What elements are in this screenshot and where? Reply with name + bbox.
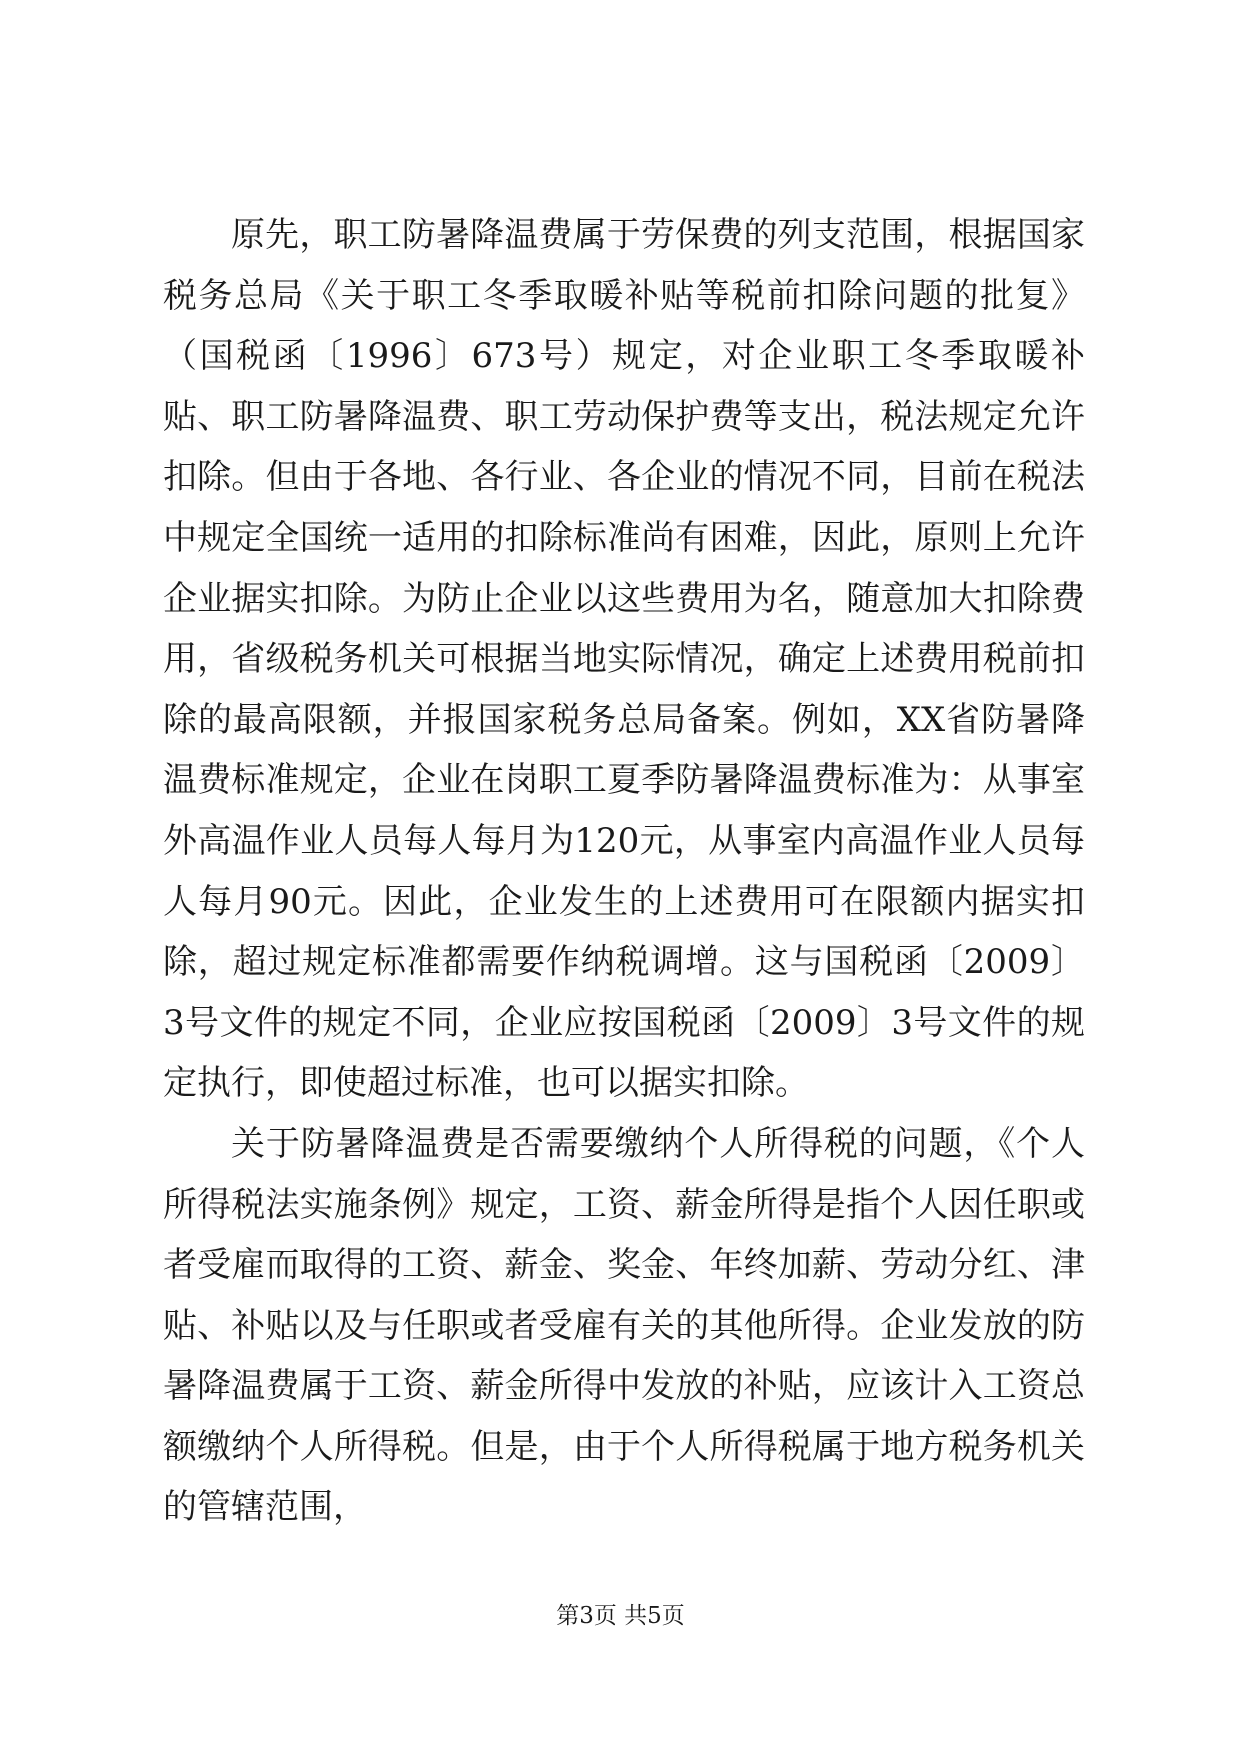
paragraph-2: 关于防暑降温费是否需要缴纳个人所得税的问题，《个人所得税法实施条例》规定，工资、薪金所得是指个人因任职或者受雇而取得的工资、薪金、奖金、年终加薪、劳动分红、津贴、补贴以及与任职或者受雇有关的其他所得。企业发放的防暑降温费属于工资、薪金所得中发放的补贴，应该计入工资总额缴纳个人所得税。但是，由于个人所得税属于地方税务机关的管辖范围， — [163, 1123, 1085, 1528]
page-footer: 第3页 共5页 — [556, 1603, 685, 1629]
document-body — [163, 205, 1085, 1538]
paragraph-1: 原先，职工防暑降温费属于劳保费的列支范围，根据国家税务总局《关于职工冬季取暖补贴等税前扣除问题的批复》（国税函〔1996〕673号）规定，对企业职工冬季取暖补贴、职工防暑降温费、职工劳动保护费等支出，税法规定允许扣除。但由于各地、各行业、各企业的情况不同，目前在税法中规定全国统一适用的扣除标准尚有困难，因此，原则上允许企业据实扣除。为防止企业以这些费用为名，随意加大扣除费用，省级税务机关可根据当地实际情况，确定上述费用税前扣除的最高限额，并报国家税务总局备案。例如，XX省防暑降温费标准规定，企业在岗职工夏季防暑降温费标准为：从事室外高温作业人员每人每月为120元，从事室内高温作业人员每人每月90元。因此，企业发生的上述费用可在限额内据实扣除，超过规定标准都需要作纳税调增。这与国税函〔2009〕3号文件的规定不同，企业应按国税函〔2009〕3号文件的规定执行，即使超过标准，也可以据实扣除。 — [163, 215, 1085, 1104]
